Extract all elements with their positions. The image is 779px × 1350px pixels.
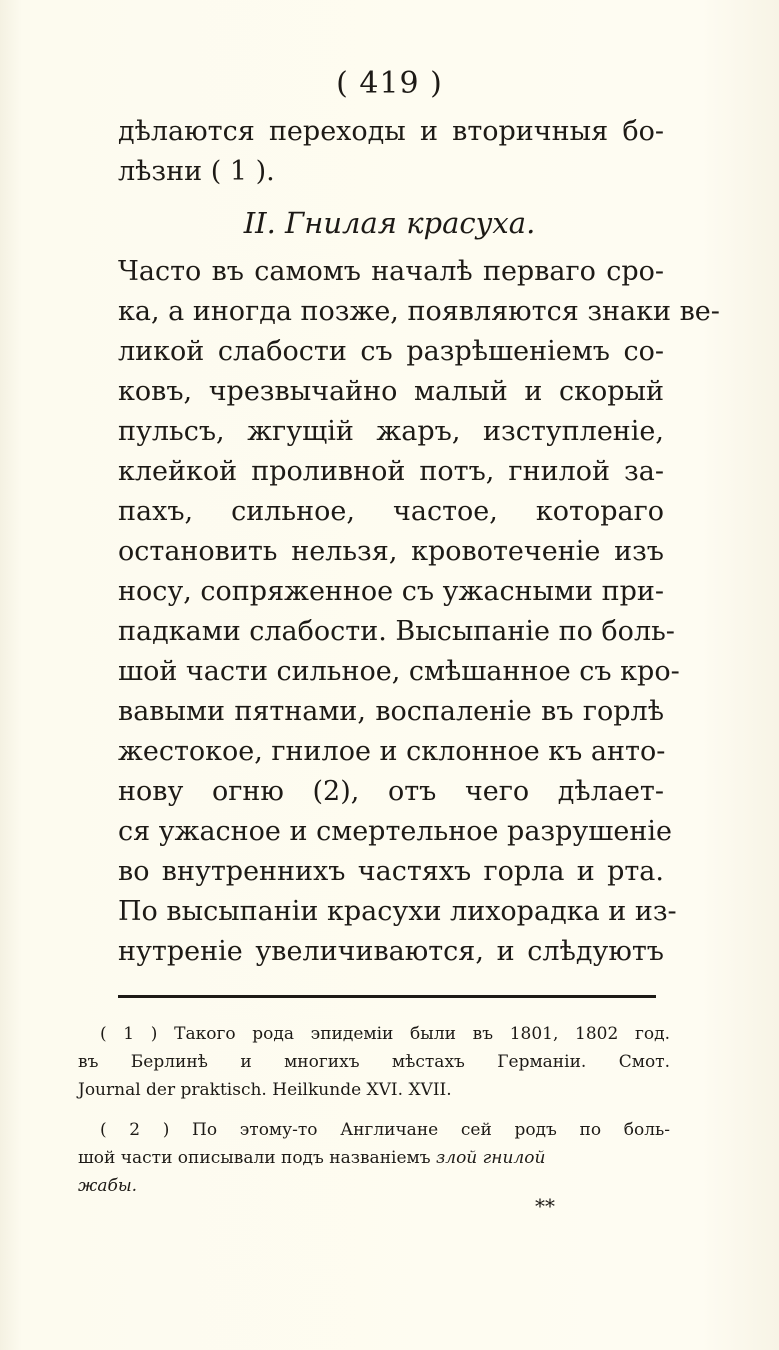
text-line: шой части сильное, смѣшанное съ кро- xyxy=(118,656,680,687)
text-line: ся ужасное и смертельное разрушенiе xyxy=(118,816,673,847)
text-line: остановить нельзя, кровотеченiе изъ xyxy=(118,536,664,567)
text-line: По высыпанiи красухи лихорадка и из- xyxy=(118,896,677,927)
signature-mark: ** xyxy=(535,1194,555,1218)
text-line: клейкой проливной потъ, гнилой за- xyxy=(118,456,664,487)
footnote-divider xyxy=(118,995,656,998)
footnote-2-text: шой части описывали подъ названiемъ xyxy=(78,1148,431,1168)
text-line: падками слабости. Высыпанiе по боль- xyxy=(118,616,675,647)
footnote-2-line: ( 2 ) По этому-то Англичане сей родъ по боль- xyxy=(100,1120,670,1140)
text-line: нутренiе увеличиваются, и слѣдуютъ xyxy=(118,936,664,967)
text-line: ковъ, чрезвычайно малый и скорый xyxy=(118,376,664,407)
footnote-2-italic: злой гнилой xyxy=(435,1148,546,1168)
footnote-2-line xyxy=(78,1146,670,1170)
page-number: ( 419 ) xyxy=(336,66,443,101)
text-line: Часто въ самомъ началѣ перваго сро- xyxy=(118,256,664,287)
section-heading: II. Гнилая красуха. xyxy=(243,206,536,240)
text-line: дѣлаются переходы и вторичныя бо- xyxy=(118,116,664,147)
footnote-1-line: Journal der praktisch. Heilkunde XVI. XVII. xyxy=(78,1080,452,1100)
text-line: носу, сопряженное съ ужасными при- xyxy=(118,576,665,607)
text-line: пульсъ, жгущiй жаръ, изступленiе, xyxy=(118,416,664,447)
footnote-1-line: ( 1 ) Такого рода эпидемiи были въ 1801, 1802 год. xyxy=(100,1024,670,1044)
text-line: лѣзни ( 1 ). xyxy=(118,156,275,187)
text-line: ликой слабости съ разрѣшенiемъ со- xyxy=(118,336,664,367)
text-line: ка, а иногда позже, появляются знаки ве- xyxy=(118,296,720,327)
text-line: вавыми пятнами, воспаленiе въ горлѣ xyxy=(118,696,664,727)
text-line: нову огню (2), отъ чего дѣлает- xyxy=(118,776,664,807)
text-line: пахъ, сильное, частое, котораго xyxy=(118,496,664,527)
text-line: во внутреннихъ частяхъ горла и рта. xyxy=(118,856,664,887)
footnote-2-line: жабы. xyxy=(78,1176,138,1196)
text-line: жестокое, гнилое и склонное къ анто- xyxy=(118,736,666,767)
footnote-1-line: въ Берлинѣ и многихъ мѣстахъ Германiи. Смот. xyxy=(78,1052,670,1072)
